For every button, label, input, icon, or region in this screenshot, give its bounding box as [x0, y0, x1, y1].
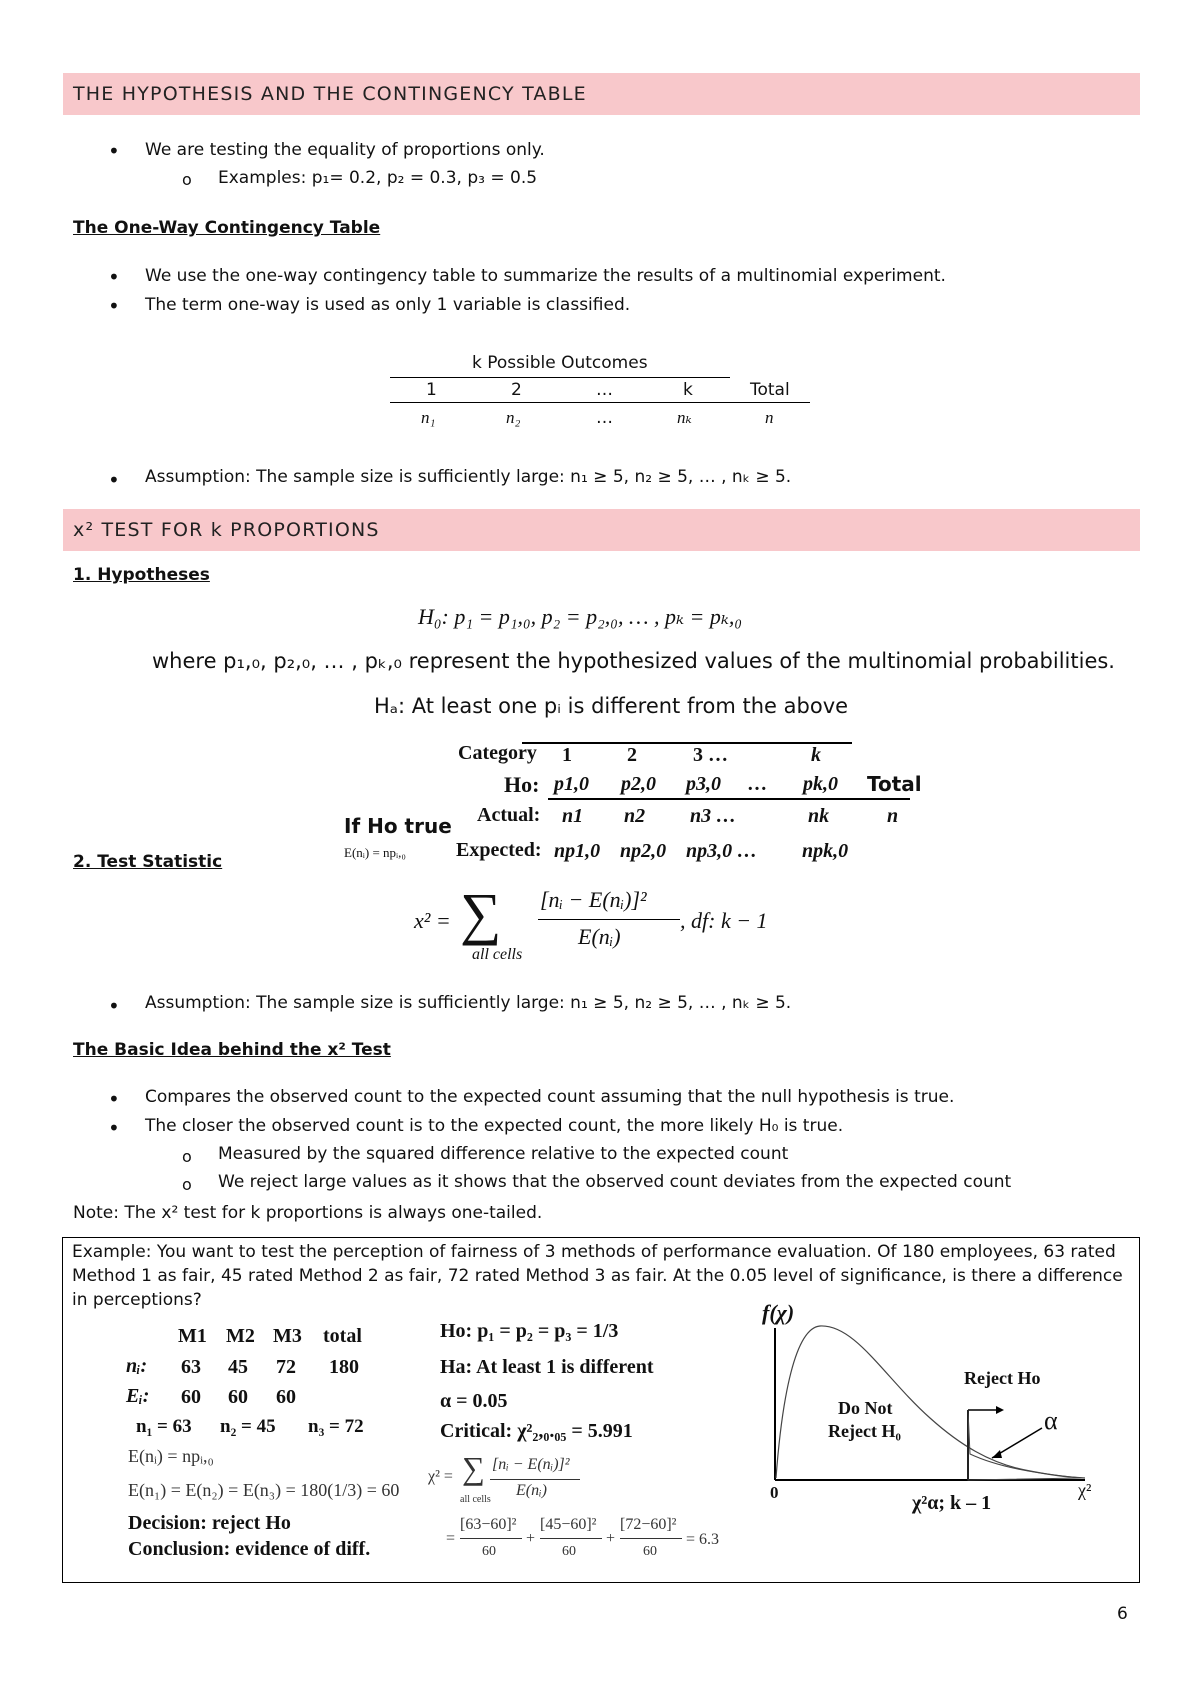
- fraction-bar: [538, 919, 680, 920]
- calc-den: 60: [562, 1544, 576, 1559]
- ho-cell: …: [747, 773, 767, 795]
- bullet-text: The term one-way is used as only 1 variable is classified.: [145, 295, 631, 315]
- ni-cell: 180: [329, 1356, 359, 1378]
- ho-cell: pk,0: [803, 773, 838, 795]
- bullet-icon: •: [108, 265, 120, 289]
- ni-cell: 63: [181, 1356, 201, 1378]
- circle-bullet-icon: o: [182, 170, 192, 189]
- chi-subscript: all cells: [460, 1494, 491, 1505]
- chi-lhs: χ² =: [428, 1468, 453, 1485]
- ni-cell: 45: [228, 1356, 248, 1378]
- expected-calc: E(n₁) = E(n₂) = E(n₃) = 180(1/3) = 60: [128, 1480, 400, 1500]
- bullet-icon: •: [108, 1087, 120, 1111]
- sub-bullet-text: Measured by the squared difference relative to the expected count: [218, 1144, 789, 1164]
- subheading: The Basic Idea behind the x² Test: [73, 1040, 391, 1060]
- section-heading: THE HYPOTHESIS AND THE CONTINGENCY TABLE: [73, 83, 587, 105]
- ei-label: Eᵢ:: [126, 1385, 150, 1407]
- calc-den: 60: [643, 1544, 657, 1559]
- bullet-icon: •: [108, 468, 120, 492]
- formula-lhs: x² =: [414, 908, 451, 933]
- expected-cell: np3,0 …: [686, 840, 758, 862]
- alpha-label: α: [1044, 1406, 1058, 1435]
- example-text: Example: You want to test the perception of fairness of 3 methods of performance evaluation. Of 180 employees, 63 rated Method 1 as fair, 45 rated Method 2 as fair, 72 rated Method 3 as fair. At the 0.05 level of significance, is there a difference in perceptions?: [72, 1242, 1123, 1310]
- conclusion-text: Conclusion: evidence of diff.: [128, 1538, 371, 1560]
- sigma-icon: ∑: [462, 1450, 485, 1486]
- ho-row-label: Ho:: [504, 772, 540, 797]
- critical-value-label: χ²α; k – 1: [912, 1492, 992, 1514]
- calc-term: [63−60]²: [460, 1516, 517, 1533]
- calc-term: [72−60]²: [620, 1516, 677, 1533]
- expected-cell: np1,0: [554, 840, 601, 862]
- expected-cell: np2,0: [620, 840, 667, 862]
- cat-cell: 1: [562, 744, 572, 766]
- cat-cell: k: [811, 744, 821, 766]
- note-text: Note: The x² test for k proportions is always one-tailed.: [73, 1203, 543, 1223]
- ni-cell: 72: [276, 1356, 296, 1378]
- subheading: 2. Test Statistic: [73, 852, 223, 872]
- total-label: Total: [867, 772, 922, 796]
- table-cell: n: [765, 408, 774, 427]
- decision-text: Decision: reject Ho: [128, 1512, 291, 1534]
- cat-table-mid-rule: [548, 798, 910, 800]
- sub-bullet-text: Examples: p₁= 0.2, p₂ = 0.3, p₃ = 0.5: [218, 168, 538, 188]
- ni-label: nᵢ:: [126, 1355, 148, 1377]
- table-header-cell: k: [683, 380, 693, 400]
- alternative-hypothesis: Hₐ: At least one pᵢ is different from the above: [374, 694, 849, 718]
- table-mid-rule: [390, 402, 810, 403]
- fraction-bar: [490, 1479, 580, 1480]
- col-header: total: [323, 1325, 362, 1347]
- subheading: 1. Hypotheses: [73, 565, 210, 585]
- ei-cell: 60: [181, 1386, 201, 1408]
- col-header: M2: [226, 1325, 255, 1347]
- formula-denominator: E(nᵢ): [578, 924, 621, 949]
- table-top-rule: [390, 377, 730, 378]
- do-not-label: Do Not: [838, 1398, 893, 1418]
- calc-den: 60: [482, 1544, 496, 1559]
- calc-term: [45−60]²: [540, 1516, 597, 1533]
- actual-row-label: Actual:: [477, 804, 541, 826]
- bullet-icon: •: [108, 1116, 120, 1140]
- bullet-text: The closer the observed count is to the expected count, the more likely H₀ is true.: [145, 1116, 844, 1136]
- col-header: M3: [273, 1325, 302, 1347]
- actual-cell: n1: [562, 805, 584, 827]
- chi-numerator: [nᵢ − E(nᵢ)]²: [492, 1456, 570, 1473]
- cat-cell: 2: [627, 744, 637, 766]
- total-n: n: [887, 805, 899, 827]
- bullet-text: We use the one-way contingency table to summarize the results of a multinomial experiment.: [145, 266, 946, 286]
- example-ho: Ho: p₁ = p₂ = p₃ = 1/3: [440, 1320, 619, 1342]
- table-header-cell: …: [596, 380, 613, 400]
- graph-zero: 0: [770, 1483, 779, 1502]
- table-caption: [472, 353, 648, 373]
- section-heading: x² TEST FOR k PROPORTIONS: [73, 519, 380, 541]
- circle-bullet-icon: o: [182, 1175, 192, 1194]
- density-curve: [776, 1326, 1085, 1478]
- fraction-bar: [540, 1538, 602, 1539]
- example-alpha: α = 0.05: [440, 1390, 508, 1412]
- sigma-icon: ∑: [460, 881, 502, 946]
- table-caption-text: k Possible Outcomes: [472, 353, 648, 373]
- sub-bullet-text: We reject large values as it shows that the observed count deviates from the expected count: [218, 1172, 1012, 1192]
- reject-ho-label: Reject Ho: [964, 1368, 1041, 1388]
- graph-x-label: χ²: [1078, 1480, 1092, 1500]
- reject-arrowhead-icon: [996, 1406, 1004, 1414]
- assumption-text: Assumption: The sample size is sufficiently large: n₁ ≥ 5, n₂ ≥ 5, … , nₖ ≥ 5.: [145, 467, 792, 487]
- expected-cell: npk,0: [802, 840, 849, 862]
- section-heading-band: [63, 73, 1140, 115]
- ei-cell: 60: [228, 1386, 248, 1408]
- fraction-bar: [620, 1538, 682, 1539]
- section-heading-band: [63, 509, 1140, 551]
- ho-cell: p3,0: [686, 773, 721, 795]
- actual-cell: n2: [624, 805, 646, 827]
- table-header-cell: 2: [511, 380, 522, 400]
- expected-formula-small: E(nᵢ) = npᵢ,₀: [344, 845, 406, 860]
- bullet-icon: •: [108, 294, 120, 318]
- if-ho-true-label: If Ho true: [344, 814, 452, 838]
- cat-cell: 3 …: [693, 744, 728, 766]
- hypothesis-description: where p₁,₀, p₂,₀, … , pₖ,₀ represent the hypothesized values of the multinomial probabilities.: [152, 649, 1115, 673]
- bullet-text: We are testing the equality of proportions only.: [145, 140, 545, 160]
- example-critical: Critical: χ²₂,₀.₀₅ = 5.991: [440, 1420, 633, 1442]
- ei-cell: 60: [276, 1386, 296, 1408]
- chi-denominator: E(nᵢ): [516, 1482, 547, 1499]
- page-number: 6: [1117, 1604, 1128, 1624]
- bullet-text: Compares the observed count to the expected count assuming that the null hypothesis is true.: [145, 1087, 955, 1107]
- graph-y-label: f(χ): [762, 1300, 795, 1325]
- table-cell: n₂: [506, 408, 521, 427]
- bullet-icon: •: [108, 994, 120, 1018]
- expected-row-label: Expected:: [456, 839, 542, 861]
- alpha-pointer-arrowhead-icon: [992, 1450, 1002, 1458]
- n-value: n₃ = 72: [308, 1416, 364, 1437]
- table-cell: nₖ: [677, 408, 692, 427]
- plus-sign: +: [526, 1530, 536, 1547]
- circle-bullet-icon: o: [182, 1147, 192, 1166]
- n-value: n₂ = 45: [220, 1416, 276, 1437]
- formula-df: , df: k − 1: [680, 908, 768, 933]
- ho-cell: p2,0: [621, 773, 656, 795]
- formula-subscript: all cells: [472, 946, 523, 963]
- example-ha: Ha: At least 1 is different: [440, 1356, 654, 1378]
- bullet-icon: •: [108, 139, 120, 163]
- table-header-cell: Total: [750, 380, 790, 400]
- reject-h0-label: Reject H₀: [828, 1421, 901, 1441]
- ho-cell: p1,0: [554, 773, 589, 795]
- table-header-cell: 1: [426, 380, 437, 400]
- n-value: n₁ = 63: [136, 1416, 192, 1437]
- null-hypothesis: H₀: p₁ = p₁,₀, p₂ = p₂,₀, … , pₖ = pₖ,₀: [418, 604, 743, 629]
- expected-formula: E(nᵢ) = npᵢ,₀: [128, 1446, 214, 1466]
- formula-numerator: [nᵢ − E(nᵢ)]²: [540, 887, 647, 912]
- fraction-bar: [460, 1538, 522, 1539]
- equals-sign: =: [446, 1530, 456, 1547]
- actual-cell: n3 …: [690, 805, 737, 827]
- plus-sign: +: [606, 1530, 616, 1547]
- subheading: The One-Way Contingency Table: [73, 218, 381, 238]
- actual-cell: nk: [808, 805, 830, 827]
- assumption-text: Assumption: The sample size is sufficiently large: n₁ ≥ 5, n₂ ≥ 5, … , nₖ ≥ 5.: [145, 993, 792, 1013]
- table-cell: n₁: [421, 408, 436, 427]
- table-cell: …: [596, 408, 613, 428]
- col-header: M1: [178, 1325, 207, 1347]
- cat-row-label: Category: [458, 742, 537, 764]
- calc-result: = 6.3: [686, 1531, 720, 1548]
- chi-square-graph: [760, 1318, 1090, 1508]
